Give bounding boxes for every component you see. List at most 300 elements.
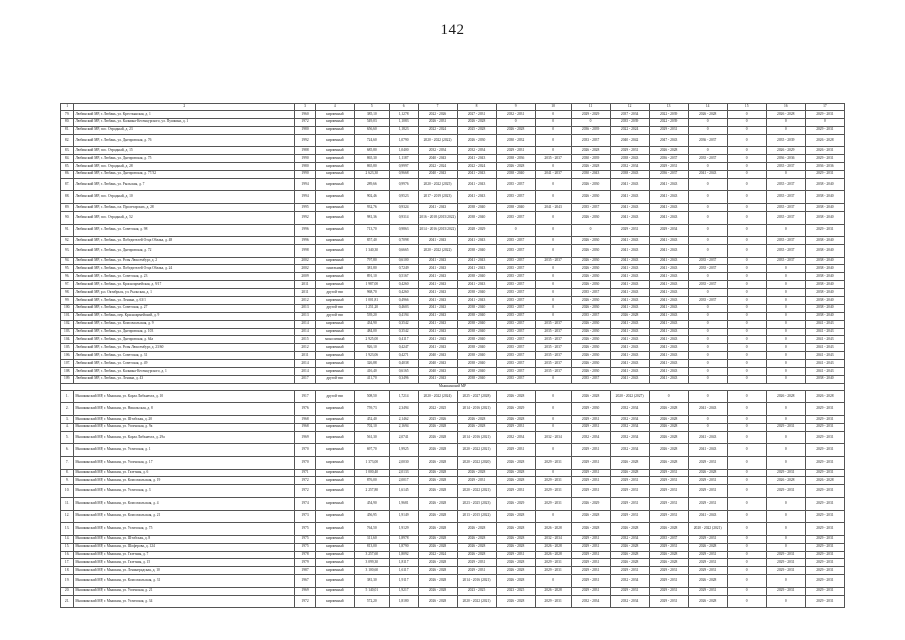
- table-cell-col-2: Любинский МР, г. Любань, ул. Победителей Отца Облака, д. 48: [74, 237, 295, 245]
- table-cell-col-15: 0: [727, 111, 766, 119]
- table-cell-col-12: 2041 - 2043: [610, 257, 649, 265]
- table-cell-col-16: 2035 - 2037: [766, 257, 805, 265]
- table-cell-col-15: 0: [727, 423, 766, 431]
- table-cell-col-9: 2029 - 2031: [496, 147, 535, 155]
- table-cell-col-12: 2029 - 2031: [610, 224, 649, 237]
- table-cell-col-14: 0: [688, 416, 727, 424]
- column-number-row: [61, 104, 845, 111]
- table-cell-col-5: 764,50: [354, 523, 389, 536]
- table-cell-col-2: Мышкинский МР, г. Мышкин, ул. Карла Либкнехта, д. 10: [74, 390, 295, 403]
- table-cell-col-4: монолитный: [315, 336, 354, 344]
- table-cell-col-5: 5 140,01: [354, 587, 389, 595]
- table-cell-col-11: 2026 - 2030: [571, 273, 610, 281]
- table-cell-col-6: 1,1187: [389, 155, 418, 163]
- table-cell-col-8: 2026 - 2028: [457, 551, 496, 559]
- table-cell-col-7: 2032 - 2034: [418, 147, 457, 155]
- table-cell-col-17: 2029 - 2031: [805, 575, 844, 588]
- table-cell-col-3: 1960: [295, 111, 316, 119]
- table-cell-col-4: другой тип: [315, 289, 354, 297]
- table-cell-col-1: 106.: [61, 352, 74, 360]
- table-cell-col-1: 9.: [61, 477, 74, 485]
- table-cell-col-10: 2029 - 2031: [535, 497, 571, 510]
- table-cell-col-2: Любинский МР, пос. Отрадный, д. 10: [74, 191, 295, 204]
- table-cell-col-16: 0: [766, 312, 805, 320]
- table-cell-col-2: Любинский МР, пос. Отрадный, д. 52: [74, 211, 295, 224]
- table-cell-col-8: 2014 - 2016 (2021): [457, 403, 496, 416]
- table-cell-col-1: 15.: [61, 543, 74, 551]
- table-cell-col-13: 2041 - 2043: [649, 312, 688, 320]
- table-cell-col-9: 2026 - 2028: [496, 543, 535, 551]
- table-cell-col-5: 5: [354, 104, 389, 111]
- table-cell-col-11: 2029 - 2031: [571, 456, 610, 469]
- table-body: [61, 104, 845, 608]
- table-cell-col-17: 2026 - 2028: [805, 477, 844, 485]
- table-cell-col-11: 2029 - 2031: [571, 587, 610, 595]
- table-cell-col-1: 104.: [61, 336, 74, 344]
- table-cell-col-12: 2041 - 2043: [610, 297, 649, 305]
- table-cell-col-13: 2029 - 2031: [649, 510, 688, 523]
- table-cell-col-8: 2029 - 2031: [457, 477, 496, 485]
- table-cell-col-1: 18.: [61, 567, 74, 575]
- table-row: [61, 587, 845, 595]
- table-cell-col-13: 2041 - 2043: [649, 178, 688, 191]
- table-cell-col-14: 0: [688, 191, 727, 204]
- table-cell-col-8: 2041 - 2043: [457, 297, 496, 305]
- table-cell-col-7: 2041 - 2043: [418, 312, 457, 320]
- table-cell-col-2: Мышкинский МР, г. Мышкин, ул. Газетная, д. 6: [74, 469, 295, 477]
- table-cell-col-14: 0: [688, 328, 727, 336]
- table-row: [61, 336, 845, 344]
- table-row: [61, 224, 845, 237]
- table-cell-col-10: 0: [535, 191, 571, 204]
- table-cell-col-15: 0: [727, 595, 766, 608]
- table-cell-col-5: 697,70: [354, 444, 389, 457]
- table-cell-col-9: 2023 - 2025: [496, 587, 535, 595]
- table-cell-col-7: 2041 - 2043: [418, 328, 457, 336]
- table-cell-col-10: 0: [535, 304, 571, 312]
- table-cell-col-16: 0: [766, 431, 805, 444]
- table-cell-col-6: 2,1462: [389, 416, 418, 424]
- table-cell-col-9: 2026 - 2029: [496, 497, 535, 510]
- table-cell-col-16: 0: [766, 497, 805, 510]
- table-cell-col-9: 2029 - 2031: [496, 444, 535, 457]
- table-cell-col-1: 79.: [61, 111, 74, 119]
- table-cell-col-2: Любинский МР, г. Любань, ул. Советская, д. 27: [74, 304, 295, 312]
- table-cell-col-8: 2028 - 2029: [457, 224, 496, 237]
- table-cell-col-14: 2029 - 2031: [688, 477, 727, 485]
- table-cell-col-11: 2026 - 2030: [571, 265, 610, 273]
- table-cell-col-16: 0: [766, 289, 805, 297]
- table-cell-col-10: 0: [535, 281, 571, 289]
- table-cell-col-10: 2035 - 2037: [535, 352, 571, 360]
- table-cell-col-2: Любинский МР, г. Любань, ул. Ленина, д. 43: [74, 375, 295, 383]
- table-cell-col-3: 1972: [295, 485, 316, 498]
- table-cell-col-13: 2029 - 2031: [649, 126, 688, 134]
- table-cell-col-14: 0: [688, 375, 727, 383]
- table-row: [61, 191, 845, 204]
- table-cell-col-2: Мышкинский МР, г. Мышкин, ул. Газетная, д. 15: [74, 559, 295, 567]
- table-cell-col-7: 2020 - 2022 (2022): [418, 134, 457, 147]
- table-cell-col-1: 1: [61, 104, 74, 111]
- table-cell-col-6: 1,1278: [389, 111, 418, 119]
- table-cell-col-6: 1,9925: [389, 444, 418, 457]
- table-cell-col-7: 2017 - 2019 (2023): [418, 191, 457, 204]
- table-cell-col-1: 105.: [61, 344, 74, 352]
- table-cell-col-5: 702,10: [354, 423, 389, 431]
- table-cell-col-14: 0: [688, 211, 727, 224]
- table-cell-col-2: Любинский МР, пос. Отрадный, д. 28: [74, 163, 295, 171]
- table-cell-col-17: 2038 - 2040: [805, 204, 844, 212]
- table-cell-col-3: 1972: [295, 477, 316, 485]
- table-cell-col-3: 2013: [295, 304, 316, 312]
- table-cell-col-5: 434,90: [354, 320, 389, 328]
- table-cell-col-12: 2026 - 2028: [610, 559, 649, 567]
- table-cell-col-1: 109.: [61, 375, 74, 383]
- table-cell-col-6: 0,6165: [389, 368, 418, 376]
- table-cell-col-16: 2026 - 2029: [766, 147, 805, 155]
- table-cell-col-11: 2026 - 2030: [571, 211, 610, 224]
- table-cell-col-1: 80.: [61, 118, 74, 126]
- table-cell-col-3: 1992: [295, 134, 316, 147]
- table-cell-col-15: 0: [727, 257, 766, 265]
- table-cell-col-8: 2038 - 2040: [457, 368, 496, 376]
- table-cell-col-6: 1,8180: [389, 595, 418, 608]
- table-cell-col-6: 0,4038: [389, 360, 418, 368]
- table-cell-col-11: 2026 - 2028: [571, 163, 610, 171]
- table-cell-col-15: 0: [727, 273, 766, 281]
- table-cell-col-11: 2029 - 2031: [571, 559, 610, 567]
- table-cell-col-4: кирпичный: [315, 297, 354, 305]
- table-cell-col-13: 2041 - 2043: [649, 344, 688, 352]
- table-cell-col-11: 2035 - 2037: [571, 289, 610, 297]
- table-cell-col-3: 2014: [295, 360, 316, 368]
- table-cell-col-10: 2026 - 2028: [535, 551, 571, 559]
- table-cell-col-11: 2029 - 2031: [571, 423, 610, 431]
- table-cell-col-11: 2033 - 2037: [571, 134, 610, 147]
- table-row: [61, 444, 845, 457]
- table-cell-col-15: 0: [727, 118, 766, 126]
- table-cell-col-11: 2029 - 2031: [571, 575, 610, 588]
- table-cell-col-16: 0: [766, 375, 805, 383]
- table-cell-col-3: 1968: [295, 416, 316, 424]
- table-cell-col-15: 0: [727, 344, 766, 352]
- table-cell-col-7: 2040 - 2043: [418, 170, 457, 178]
- table-cell-col-12: 2041 - 2043: [610, 211, 649, 224]
- table-cell-col-9: 0: [496, 118, 535, 126]
- table-cell-col-8: 2020 - 2022 (2021): [457, 485, 496, 498]
- table-cell-col-8: 2026 - 2028: [457, 118, 496, 126]
- table-cell-col-11: 2029 - 2031: [571, 535, 610, 543]
- table-cell-col-15: 0: [727, 375, 766, 383]
- table-cell-col-5: 549,03: [354, 118, 389, 126]
- table-cell-col-13: 2041 - 2043: [649, 244, 688, 257]
- table-cell-col-5: 539,20: [354, 312, 389, 320]
- table-row: [61, 204, 845, 212]
- table-cell-col-1: 3.: [61, 416, 74, 424]
- table-cell-col-8: 2026 - 2028: [457, 535, 496, 543]
- table-cell-col-9: 2032 - 2031: [496, 111, 535, 119]
- table-cell-col-3: 1992: [295, 211, 316, 224]
- table-cell-col-8: 8: [457, 104, 496, 111]
- table-cell-col-8: 2026 - 2028: [457, 469, 496, 477]
- table-cell-col-1: 96.: [61, 273, 74, 281]
- table-cell-col-17: 2041 - 2043: [805, 352, 844, 360]
- table-cell-col-3: 1971: [295, 469, 316, 477]
- table-cell-col-5: 876,00: [354, 477, 389, 485]
- table-cell-col-11: 2029 - 2031: [571, 444, 610, 457]
- table-cell-col-9: 2035 - 2037: [496, 312, 535, 320]
- table-cell-col-5: 326,88: [354, 360, 389, 368]
- table-cell-col-6: 1,6145: [389, 485, 418, 498]
- table-cell-col-7: 2026 - 2031: [418, 118, 457, 126]
- table-cell-col-10: 2032 - 2034: [535, 535, 571, 543]
- table-cell-col-10: 0: [535, 423, 571, 431]
- table-cell-col-10: 10: [535, 104, 571, 111]
- table-cell-col-1: 93.: [61, 244, 74, 257]
- table-cell-col-14: 0: [688, 304, 727, 312]
- table-cell-col-11: 2030 - 2039: [571, 155, 610, 163]
- table-cell-col-12: 2041 - 2043: [610, 344, 649, 352]
- table-cell-col-8: 2038 - 2040: [457, 204, 496, 212]
- table-cell-col-5: 484,00: [354, 328, 389, 336]
- table-cell-col-11: 2026 - 2030: [571, 244, 610, 257]
- table-cell-col-3: 1987: [295, 567, 316, 575]
- table-cell-col-8: 2026 - 2028: [457, 416, 496, 424]
- table-cell-col-15: 0: [727, 304, 766, 312]
- table-cell-col-8: 2023 - 2025 (2023): [457, 497, 496, 510]
- table-cell-col-3: 1979: [295, 559, 316, 567]
- table-cell-col-3: 2017: [295, 375, 316, 383]
- table-cell-col-2: Любинский МР, г. Любань, ул. Калнина-Кесенкурского, д. 1: [74, 368, 295, 376]
- table-cell-col-5: 508,50: [354, 390, 389, 403]
- table-cell-col-1: 108.: [61, 368, 74, 376]
- table-cell-col-13: 2026 - 2028: [649, 147, 688, 155]
- table-cell-col-4: кирпичный: [315, 352, 354, 360]
- table-cell-col-5: 685,80: [354, 147, 389, 155]
- table-cell-col-16: 16: [766, 104, 805, 111]
- table-cell-col-4: кирпичный: [315, 281, 354, 289]
- table-cell-col-9: 2026 - 2028: [496, 523, 535, 536]
- table-cell-col-7: 2026 - 2028: [418, 595, 457, 608]
- table-cell-col-1: 84.: [61, 155, 74, 163]
- table-cell-col-5: 865,80: [354, 163, 389, 171]
- table-cell-col-4: кирпичный: [315, 587, 354, 595]
- table-cell-col-6: 1,9681: [389, 497, 418, 510]
- table-cell-col-9: 2035 - 2037: [496, 257, 535, 265]
- table-cell-col-14: 0: [688, 204, 727, 212]
- table-cell-col-5: 932,76: [354, 204, 389, 212]
- table-cell-col-16: 2035 - 2037: [766, 163, 805, 171]
- table-cell-col-12: 2032 - 2034: [610, 595, 649, 608]
- table-cell-col-16: 2035 - 2037: [766, 244, 805, 257]
- table-row: [61, 416, 845, 424]
- table-cell-col-4: 4: [315, 104, 354, 111]
- table-cell-col-16: 0: [766, 273, 805, 281]
- table-cell-col-12: 2040 - 2042: [610, 134, 649, 147]
- table-cell-col-13: 2041 - 2043: [649, 273, 688, 281]
- table-cell-col-2: Любинский МР, р.п. Октябрьск, ул. Рыльская, д. 1: [74, 289, 295, 297]
- table-row: [61, 497, 845, 510]
- table-row: [61, 535, 845, 543]
- table-cell-col-3: 1990: [295, 170, 316, 178]
- table-cell-col-9: 2035 - 2037: [496, 344, 535, 352]
- table-cell-col-14: 0: [688, 178, 727, 191]
- table-cell-col-9: 2035 - 2037: [496, 352, 535, 360]
- table-cell-col-10: 2029 - 2031: [535, 477, 571, 485]
- table-cell-col-7: 2040 - 2043: [418, 155, 457, 163]
- table-cell-col-2: Любинский МР, г. Любань, ул. Советская, д. 31: [74, 352, 295, 360]
- table-cell-col-9: 2026 - 2028: [496, 535, 535, 543]
- table-cell-col-14: 0: [688, 344, 727, 352]
- table-cell-col-4: кирпичный: [315, 423, 354, 431]
- table-cell-col-3: 1980: [295, 126, 316, 134]
- table-cell-col-3: 2014: [295, 368, 316, 376]
- table-cell-col-3: 1970: [295, 456, 316, 469]
- table-cell-col-9: 2035 - 2037: [496, 336, 535, 344]
- table-row: [61, 281, 845, 289]
- table-cell-col-2: 2: [74, 104, 295, 111]
- table-cell-col-15: 0: [727, 211, 766, 224]
- table-row: [61, 126, 845, 134]
- table-cell-col-15: 0: [727, 244, 766, 257]
- table-cell-col-2: Любинский МР, г. Любань, ул. Комсомольская, д. 9: [74, 320, 295, 328]
- table-cell-col-13: 2041 - 2043: [649, 368, 688, 376]
- table-cell-col-12: 2029 - 2031: [610, 497, 649, 510]
- table-cell-col-15: 0: [727, 265, 766, 273]
- table-cell-col-7: 2026 - 2028: [418, 575, 457, 588]
- table-cell-col-17: 2029 - 2031: [805, 444, 844, 457]
- table-cell-col-11: 2030 - 2043: [571, 170, 610, 178]
- table-cell-col-16: 0: [766, 416, 805, 424]
- section-header-row: [61, 383, 845, 390]
- table-row: [61, 543, 845, 551]
- table-cell-col-9: 9: [496, 104, 535, 111]
- table-cell-col-9: 2038 - 2040: [496, 204, 535, 212]
- table-cell-col-17: 2029 - 2031: [805, 456, 844, 469]
- table-cell-col-1: 90.: [61, 211, 74, 224]
- table-cell-col-4: кирпичный: [315, 567, 354, 575]
- table-cell-col-16: 2035 - 2037: [766, 191, 805, 204]
- table-cell-col-1: 6.: [61, 444, 74, 457]
- table-cell-col-14: 2029 - 2031: [688, 567, 727, 575]
- table-cell-col-1: 103.: [61, 328, 74, 336]
- table-cell-col-6: 2,0741: [389, 431, 418, 444]
- table-row: [61, 510, 845, 523]
- table-cell-col-12: 2026 - 2028: [610, 551, 649, 559]
- table-cell-col-17: 17: [805, 104, 844, 111]
- table-cell-col-6: 2,0017: [389, 477, 418, 485]
- table-cell-col-4: кирпичный: [315, 360, 354, 368]
- table-cell-col-15: 0: [727, 328, 766, 336]
- table-cell-col-6: 0,9523: [389, 191, 418, 204]
- page-number: 142: [440, 22, 465, 38]
- table-cell-col-8: 2038 - 2040: [457, 360, 496, 368]
- table-cell-col-4: кирпичный: [315, 551, 354, 559]
- table-cell-col-14: 2029 - 2031: [688, 456, 727, 469]
- table-cell-col-7: 2026 - 2028: [418, 444, 457, 457]
- table-cell-col-10: 0: [535, 375, 571, 383]
- table-cell-col-17: 2029 - 2031: [805, 403, 844, 416]
- table-cell-col-17: 2029 - 2031: [805, 469, 844, 477]
- table-cell-col-11: 2026 - 2029: [571, 497, 610, 510]
- table-cell-col-10: 0: [535, 416, 571, 424]
- table-row: [61, 147, 845, 155]
- table-cell-col-14: 2029 - 2031: [688, 551, 727, 559]
- table-cell-col-16: 0: [766, 444, 805, 457]
- table-cell-col-7: 2026 - 2028: [418, 567, 457, 575]
- table-cell-col-17: 2038 - 2040: [805, 237, 844, 245]
- table-cell-col-8: 2020 - 2022 (2020): [457, 456, 496, 469]
- table-cell-col-7: 2041 - 2043: [418, 273, 457, 281]
- table-cell-col-9: 2026 - 2028: [496, 469, 535, 477]
- table-cell-col-11: 2026 - 2030: [571, 368, 610, 376]
- table-cell-col-12: 2041 - 2043: [610, 191, 649, 204]
- table-cell-col-12: 12: [610, 104, 649, 111]
- table-cell-col-7: 2026 - 2028: [418, 510, 457, 523]
- table-cell-col-2: Любинский МР, г. Любань, ул. Днепровская, д. 76: [74, 134, 295, 147]
- table-cell-col-1: 83.: [61, 147, 74, 155]
- table-cell-col-10: 2026 - 2028: [535, 543, 571, 551]
- table-cell-col-5: 865,30: [354, 155, 389, 163]
- table-cell-col-1: 102.: [61, 320, 74, 328]
- table-cell-col-2: Любинский МР, г. Любань, ул. Днепровская, д. 75: [74, 155, 295, 163]
- table-cell-col-10: 0: [535, 237, 571, 245]
- table-cell-col-16: 0: [766, 456, 805, 469]
- table-cell-col-2: Мышкинский МР, г. Мышкин, ул. Успенская, д. 21: [74, 587, 295, 595]
- table-cell-col-11: 2026 - 2030: [571, 328, 610, 336]
- table-row: [61, 368, 845, 376]
- table-cell-col-10: 2029 - 2031: [535, 485, 571, 498]
- table-cell-col-6: 0,9997: [389, 163, 418, 171]
- table-cell-col-12: 2041 - 2043: [610, 178, 649, 191]
- table-cell-col-13: 2026 - 2028: [649, 416, 688, 424]
- table-cell-col-10: 2041 - 2043: [535, 204, 571, 212]
- table-row: [61, 523, 845, 536]
- table-cell-col-11: 2026 - 2030: [571, 281, 610, 289]
- table-cell-col-1: 85.: [61, 163, 74, 171]
- table-cell-col-8: 2041 - 2043: [457, 281, 496, 289]
- table-cell-col-14: 2026 - 2028: [688, 575, 727, 588]
- table-cell-col-4: кирпичный: [315, 191, 354, 204]
- table-cell-col-13: 2041 - 2043: [649, 336, 688, 344]
- table-cell-col-15: 0: [727, 289, 766, 297]
- table-cell-col-15: 0: [727, 431, 766, 444]
- table-cell-col-11: 2029 - 2031: [571, 543, 610, 551]
- table-cell-col-12: 2041 - 2043: [610, 273, 649, 281]
- table-cell-col-13: 2026 - 2028: [649, 523, 688, 536]
- table-cell-col-4: кирпичный: [315, 431, 354, 444]
- table-cell-col-13: 2041 - 2043: [649, 265, 688, 273]
- table-cell-col-6: 1,8092: [389, 551, 418, 559]
- table-cell-col-16: 2035 - 2037: [766, 178, 805, 191]
- table-cell-col-14: 0: [688, 163, 727, 171]
- table-cell-col-15: 0: [727, 390, 766, 403]
- table-cell-col-9: 2030 - 2032: [496, 134, 535, 147]
- table-cell-col-2: Мышкинский МР, г. Мышкин, ул. Угличская, д. 3: [74, 485, 295, 498]
- table-cell-col-16: 2029 - 2031: [766, 567, 805, 575]
- housing-repair-table: [60, 103, 845, 608]
- table-cell-col-12: 2041 - 2043: [610, 328, 649, 336]
- table-cell-col-2: Любинский МР, г. Любань, пл. Пролетарских, д. 28: [74, 204, 295, 212]
- table-cell-col-7: 2026 - 2028: [418, 543, 457, 551]
- table-cell-col-12: 2022 - 2024: [610, 126, 649, 134]
- table-cell-col-12: 2041 - 2043: [610, 360, 649, 368]
- table-cell-col-1: 5.: [61, 431, 74, 444]
- table-cell-col-4: кирпичный: [315, 170, 354, 178]
- table-cell-col-3: 2013: [295, 312, 316, 320]
- table-cell-col-1: 100.: [61, 304, 74, 312]
- table-cell-col-7: 2020 - 2022 (2022): [418, 244, 457, 257]
